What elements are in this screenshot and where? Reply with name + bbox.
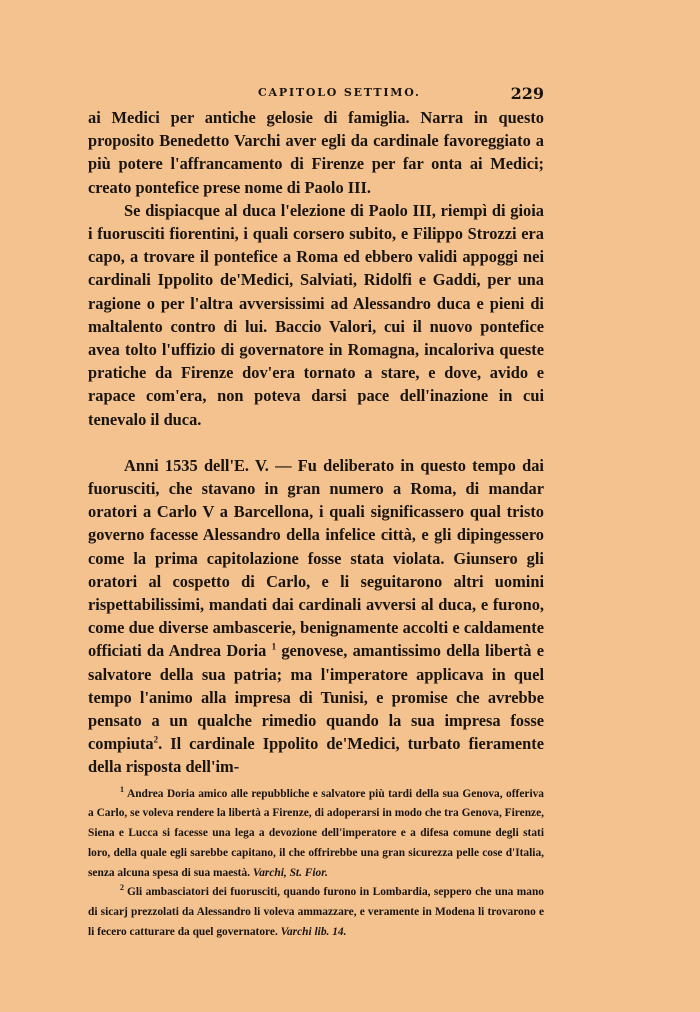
paragraph-2: Se dispiacque al duca l'elezione di Paolo III, riempì di gioia i fuorusciti fiorentini, i quali corsero subito, e Filippo Strozzi era capo, a trovare il pontefice a Roma ed ebbero validi appoggi nei cardinali Ippolito de'Medici, Salviati, Ridolfi e Gaddi, per una ragione o per l'altra avversissimi ad Alessandro duca e pieni di maltalento contro di lui. Baccio Valori, cui il nuovo pontefice avea tolto l'uffizio di governatore in Romagna, incaloriva queste pratiche da Firenze dov'era tornato a stare, e dove, avido e rapace com'era, non poteva darsi pace dell'inazione in cui tenevalo il duca.: [88, 200, 544, 429]
paragraph-3-part-b: genovese, amantissimo della libertà e salvatore della sua patria; ma l'imperatore applicava in quel tempo l'animo alla impresa di Tunisi, e promise che avrebbe pensato a un qualche rimedio quando la sua impresa fosse compiuta: [88, 641, 544, 754]
footnote-ref-1[interactable]: 1: [271, 642, 277, 652]
footnote-1: [88, 785, 544, 884]
paragraph-3: [88, 454, 544, 779]
page-number: 229: [510, 84, 544, 103]
footnote-2-source: Varchi lib. 14.: [280, 925, 347, 938]
footnote-2-number: 2: [120, 883, 124, 893]
footnotes: [88, 785, 544, 943]
page-header: [88, 84, 544, 106]
main-text: [88, 106, 544, 779]
footnote-2: [88, 883, 544, 942]
footnote-1-text: Andrea Doria amico alle repubbliche e salvatore più tardi della sua Genova, offeriva a Carlo, se voleva rendere la libertà a Firenze, di adoperarsi in modo che tra Genova, Firenze, Siena e Lucca si facesse una lega a devozione dell'imperatore e a difesa comune degli stati loro, della quale egli sarebbe capitano, il che offrirebbe una gran sicurezza pelle cose d'Italia, senza alcuna spesa di sua maestà.: [88, 787, 544, 879]
footnote-2-text: Gli ambasciatori dei fuorusciti, quando furono in Lombardia, seppero che una mano di sicarj prezzolati da Alessandro li voleva ammazzare, e veramente in Modena li trovarono e li fecero catturare da quel governatore.: [88, 886, 544, 938]
footnote-ref-2[interactable]: 2: [153, 734, 159, 745]
book-page: [88, 84, 544, 942]
footnote-1-number: 1: [120, 784, 124, 794]
paragraph-3-part-c: . Il cardinale Ippolito de'Medici, turbato fieramente della risposta dell'im-: [88, 734, 544, 777]
running-head: CAPITOLO SETTIMO.: [258, 86, 421, 99]
footnote-1-source: Varchi, St. Fior.: [252, 866, 328, 879]
paragraph-1: ai Medici per antiche gelosie di famiglia. Narra in questo proposito Benedetto Varchi aver egli da cardinale favoreggiato a più potere l'affrancamento di Firenze per far onta ai Medici; creato pontefice prese nome di Paolo III.: [88, 108, 544, 197]
paragraph-3-part-a: Anni 1535 dell'E. V. — Fu deliberato in questo tempo dai fuorusciti, che stavano in gran numero a Roma, di mandar oratori a Carlo V a Barcellona, i quali significassero qual tristo governo facesse Alessandro della infelice città, e gli dipingessero come la prima capitolazione fosse stata violata. Giunsero gli oratori al cospetto di Carlo, e li seguitarono altri uomini rispettabilissimi, mandati dai cardinali avversi al duca, e furono, come due diverse ambascerie, benignamente accolti e caldamente officiati da Andrea Doria: [88, 455, 544, 661]
section-break: [88, 431, 544, 454]
